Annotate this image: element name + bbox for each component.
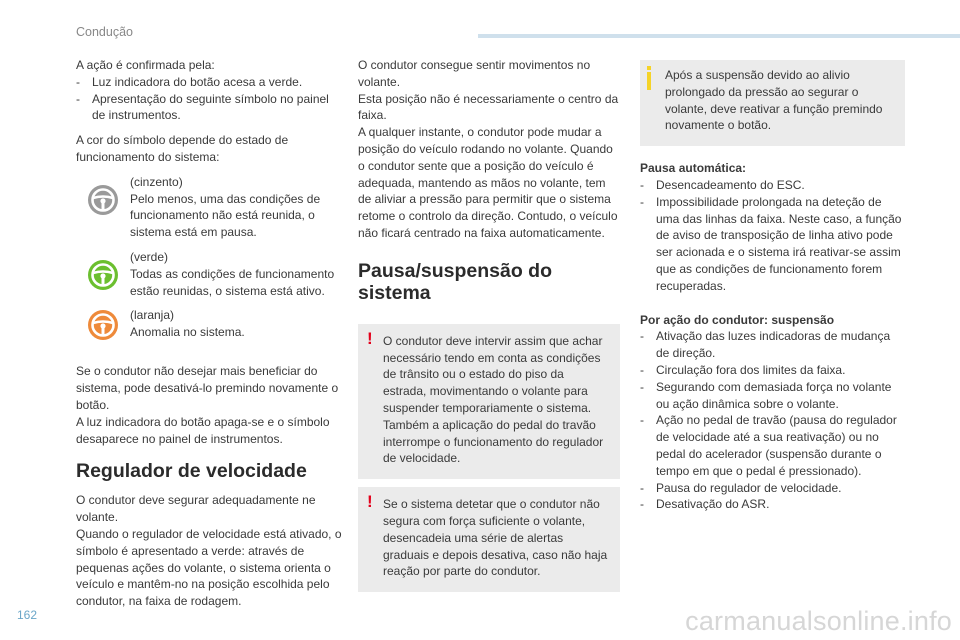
symbol-desc: Anomalia no sistema. — [130, 325, 245, 340]
column-middle — [358, 57, 620, 592]
column-right — [640, 60, 905, 513]
chapter-title: Condução — [76, 25, 133, 39]
steering-wheel-icon — [87, 259, 119, 291]
symbol-row-orange — [76, 307, 344, 341]
warning-box — [358, 324, 620, 479]
warning-icon: ! — [367, 328, 373, 348]
list-item: - Apresentação do seguinte símbolo no painel de instrumentos. — [76, 91, 344, 125]
list-item: - Desativação do ASR. — [640, 496, 905, 513]
color-intro: A cor do símbolo depende do estado de funcionamento do sistema: — [76, 133, 289, 164]
symbol-desc: Todas as condições de funcionamento estão reunidas, o sistema está ativo. — [130, 266, 335, 298]
deactivate-text-2: A luz indicadora do botão apaga-se e o símbolo desaparece no painel de instrumentos. — [76, 414, 330, 446]
symbol-desc: Pelo menos, uma das condições de funcionamento não está reunida, o sistema está em pausa. — [130, 191, 321, 240]
subheading: Por ação do condutor: suspensão — [640, 312, 835, 327]
warning-box — [358, 487, 620, 592]
section-title: Regulador de velocidade — [76, 460, 307, 483]
info-box — [640, 60, 905, 146]
symbol-state: (verde) — [130, 249, 169, 264]
deactivate-text: Se o condutor não desejar mais beneficiar do sistema, pode desativá-lo premindo novamente o botão. — [76, 364, 339, 412]
list-item: - Impossibilidade prolongada na deteção de uma das linhas da faixa. Neste caso, a função de aviso de transposição de linha ativo pode ser acionada e o sistema irá reativar-se assim que as condições de funcionamento forem recuperadas. — [640, 194, 905, 295]
list-item: - Desencadeamento do ESC. — [640, 177, 905, 194]
list-item: - Segurando com demasiada força no volante ou ação dinâmica sobre o volante. — [640, 379, 905, 413]
section-title: Pausa/suspensão do sistema — [358, 259, 552, 304]
list-item: - Pausa do regulador de velocidade. — [640, 480, 905, 497]
subheading: Pausa automática: — [640, 161, 747, 176]
auto-pause-list — [640, 177, 905, 295]
page-number: 162 — [17, 608, 38, 622]
symbol-row-grey — [76, 174, 344, 241]
list-item: - Ação no pedal de travão (pausa do regulador de velocidade até a sua reativação) ou no pedal do acelerador (suspensão durante o tempo em que o pedal é pressionado). — [640, 412, 905, 479]
driver-suspend-list — [640, 328, 905, 513]
regulator-text: O condutor deve segurar adequadamente ne volante. — [76, 493, 316, 525]
column-left — [76, 57, 344, 610]
paragraph: O condutor consegue sentir movimentos no volante. — [358, 58, 591, 89]
header-accent-bar — [478, 34, 960, 38]
warning-text: O condutor deve intervir assim que achar necessário tendo em conta as condições de trânsito ou o estado do piso da estrada, movimentando o volante para suspender temporariamente o sistema. Também a aplicação do pedal do travão interrompe o funcionamento do regulador de velocidade. — [383, 333, 604, 466]
symbol-state: (cinzento) — [130, 174, 183, 189]
regulator-text-2: Quando o regulador de velocidade está ativado, o símbolo é apresentado a verde: através de pequenas ações do volante, o sistema orienta o veículo e mantêm-no na posição escolhida pelo condutor, na faixa de rodagem. — [76, 526, 342, 609]
symbol-state: (laranja) — [130, 308, 175, 323]
info-icon — [647, 66, 651, 90]
info-text: Após a suspensão devido ao alivio prolongado da pressão ao segurar o volante, deve reativar a função premindo novamente o botão. — [665, 68, 883, 133]
warning-text: Se o sistema detetar que o condutor não segura com força suficiente o volante, desencadeia uma série de alertas graduais e depois desativa, caso não haja reação por parte do condutor. — [383, 497, 608, 579]
watermark: carmanualsonline.info — [685, 606, 952, 636]
steering-wheel-icon — [87, 184, 119, 216]
steering-wheel-icon — [87, 309, 119, 341]
paragraph: Esta posição não é necessariamente o centro da faixa. — [358, 91, 619, 123]
confirm-intro: A ação é confirmada pela: — [76, 58, 215, 72]
list-item: - Luz indicadora do botão acesa a verde. — [76, 74, 344, 91]
list-item: - Circulação fora dos limites da faixa. — [640, 362, 905, 379]
list-item: - Ativação das luzes indicadoras de mudança de direção. — [640, 328, 905, 362]
symbol-row-green — [76, 249, 344, 299]
paragraph: A qualquer instante, o condutor pode mudar a posição do veículo rodando no volante. Quando o condutor sente que a posição do veículo é adequada, mantendo as mãos no volante, tem de aliviar a pressão para permitir que o sistema retome o controlo da direção. Contudo, o veículo não ficará centrado na faixa automaticamente. — [358, 125, 618, 240]
warning-icon: ! — [367, 492, 373, 512]
confirm-list — [76, 74, 344, 124]
